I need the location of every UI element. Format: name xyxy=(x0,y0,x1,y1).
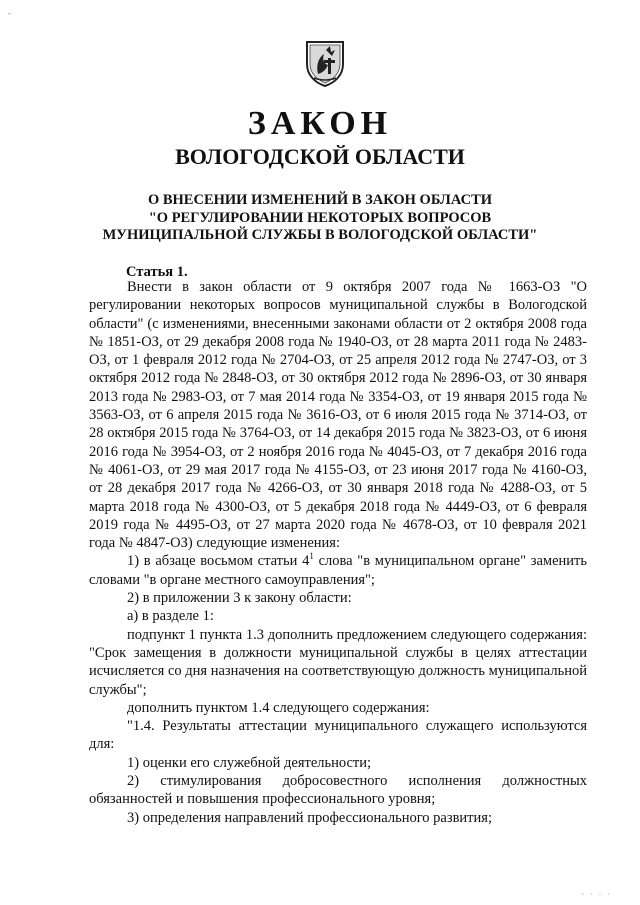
heading-line: О ВНЕСЕНИИ ИЗМЕНЕНИЙ В ЗАКОН ОБЛАСТИ xyxy=(147,192,493,208)
subitem-2: 2) стимулирования добросовестного исполнения должностных обязанностей и повышения профессионального уровня; xyxy=(89,773,587,808)
law-region: ВОЛОГОДСКОЙ ОБЛАСТИ xyxy=(175,144,465,169)
article-body xyxy=(89,278,587,827)
coat-of-arms-icon xyxy=(304,38,346,88)
article-label: Статья 1. xyxy=(126,264,188,280)
subitem-1: 1) оценки его служебной деятельности; xyxy=(127,754,372,771)
heading-line: МУНИЦИПАЛЬНОЙ СЛУЖБЫ В ВОЛОГОДСКОЙ ОБЛАСТИ" xyxy=(102,227,538,243)
heading-line: "О РЕГУЛИРОВАНИИ НЕКОТОРЫХ ВОПРОСОВ xyxy=(148,209,492,226)
item-2a-paragraph: подпункт 1 пункта 1.3 дополнить предложением следующего содержания: "Срок замещения в должности муниципальной службы в целях аттестации исчисляется со дня назначения на соответствующую должность муниципальной службы"; xyxy=(89,626,587,698)
item-1 xyxy=(89,552,587,589)
item-2a: а) в разделе 1: xyxy=(127,608,214,625)
law-title: ЗАКОН xyxy=(247,105,393,142)
corner-mark: - xyxy=(8,8,11,18)
item-1-text: 1) в абзаце восьмом статьи 4 xyxy=(127,553,310,570)
item-1-sup: 1 xyxy=(309,551,314,562)
item-2: 2) в приложении 3 к закону области: xyxy=(127,590,352,607)
item-1-rest: слова "в муниципальном органе" заменить словами "в органе местного самоуправления"; xyxy=(89,553,587,588)
item-2a-paragraph: дополнить пунктом 1.4 следующего содержания: xyxy=(127,699,430,716)
law-heading xyxy=(0,192,640,245)
item-2a-paragraph: "1.4. Результаты аттестации муниципального служащего используются для: xyxy=(89,718,587,753)
scan-mark: · · · · xyxy=(581,890,612,899)
article-intro: Внести в закон области от 9 октября 2007 года № 1663-ОЗ "О регулировании некоторых вопросов муниципальной службы в Вологодской области" (с изменениями, внесенными законами области от 2 октября 2008 года № 1851-ОЗ, от 29 декабря 2008 года № 1940-ОЗ, от 28 марта 2011 года № 2483-ОЗ, от 1 февраля 2012 года № 2704-ОЗ, от 25 апреля 2012 года № 2747-ОЗ, от 3 октября 2012 года № 2848-ОЗ, от 30 октября 2012 года № 2896-ОЗ, от 30 января 2013 года № 2983-ОЗ, от 7 мая 2014 года № 3354-ОЗ, от 19 января 2015 года № 3563-ОЗ, от 6 апреля 2015 года № 3616-ОЗ, от 6 июля 2015 года № 3714-ОЗ, от 28 октября 2015 года № 3764-ОЗ, от 14 декабря 2015 года № 3823-ОЗ, от 6 июня 2016 года № 3954-ОЗ, от 2 ноября 2016 года № 4045-ОЗ, от 7 декабря 2016 года № 4061-ОЗ, от 29 мая 2017 года № 4155-ОЗ, от 23 июня 2017 года № 4160-ОЗ, от 28 декабря 2017 года № 4266-ОЗ, от 30 января 2018 года № 4288-ОЗ, от 5 марта 2018 года № 4300-ОЗ, от 5 декабря 2018 года № 4449-ОЗ, от 6 февраля 2019 года № 4495-ОЗ, от 27 марта 2020 года № 4678-ОЗ, от 10 февраля 2021 года № 4847-ОЗ) следующие изменения: xyxy=(89,279,587,552)
subitem-3: 3) определения направлений профессионального развития; xyxy=(127,809,492,826)
